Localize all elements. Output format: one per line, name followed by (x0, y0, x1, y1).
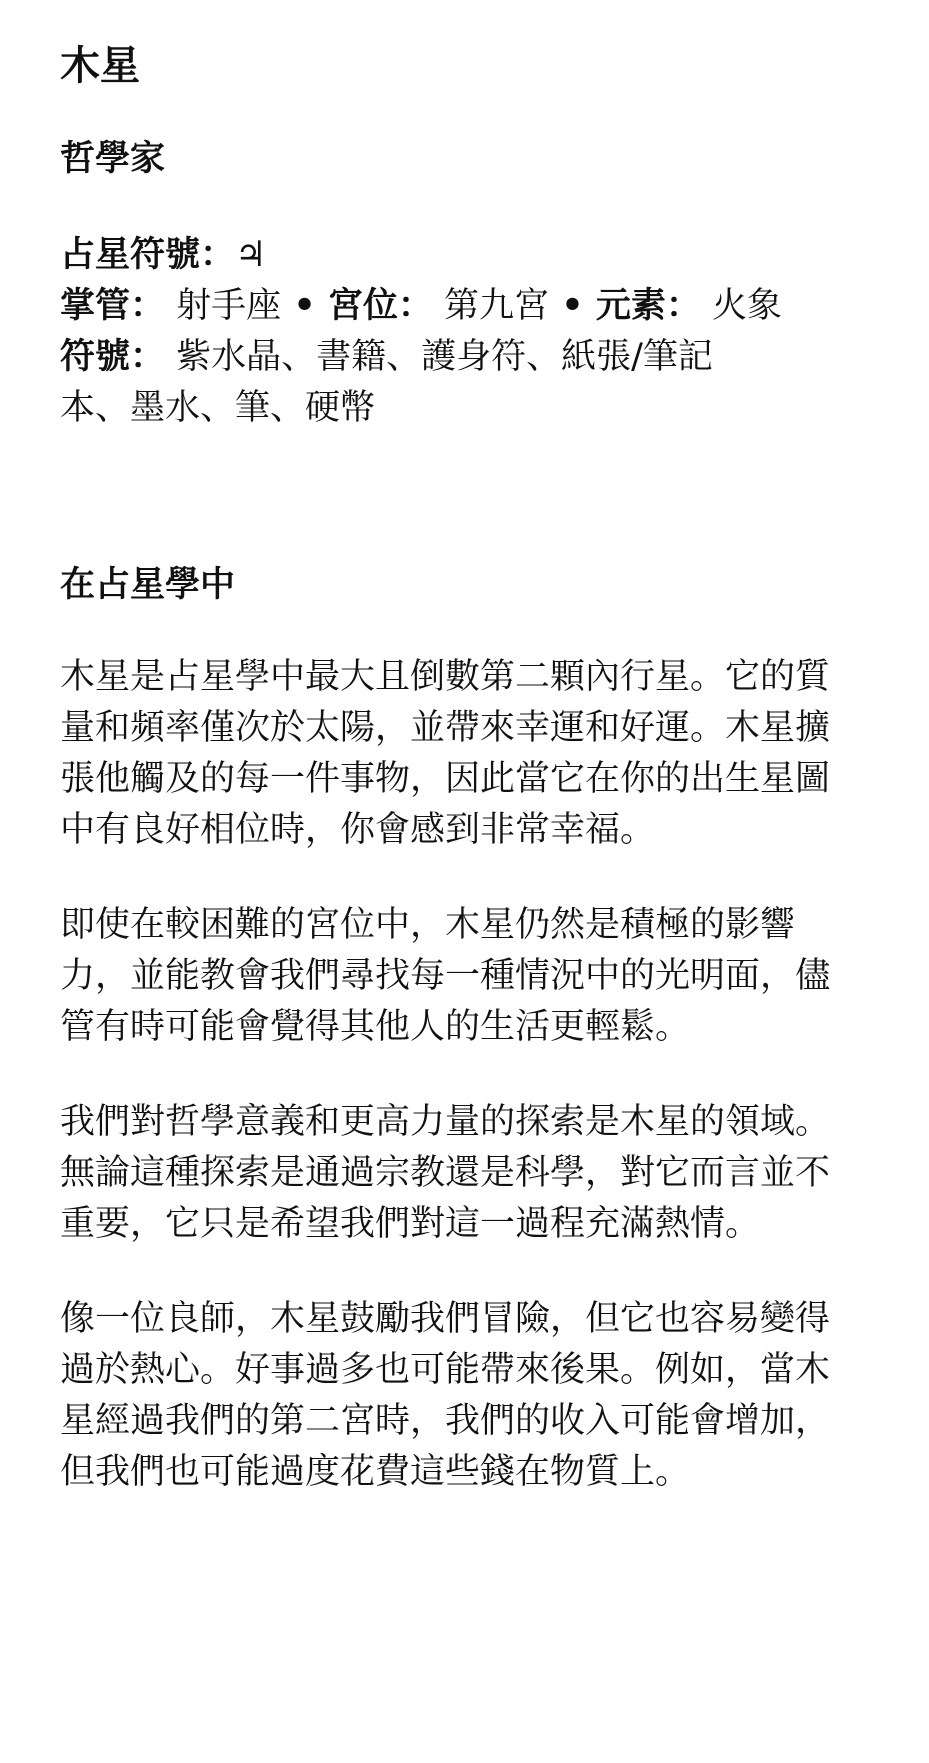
jupiter-glyph-icon: ♃ (235, 235, 267, 275)
symbols-line (60, 332, 720, 434)
planet-archetype: 哲學家 (60, 139, 166, 179)
paragraph: 我們對哲學意義和更高力量的探索是木星的領域。無論這種探索是通過宗教還是科學，對它而言並不重要，它只是希望我們對這一過程充滿熱情。 (60, 1102, 831, 1244)
paragraph: 木星是占星學中最大且倒數第二顆內行星。它的質量和頻率僅次於太陽，並帶來幸運和好運。木星擴張他觸及的每一件事物，因此當它在你的出生星圖中有良好相位時，你會感到非常幸福。 (60, 657, 831, 850)
house-label: 宮位： (327, 286, 433, 326)
separator-dot: • (549, 286, 596, 326)
rules-line (60, 281, 869, 332)
symbol-label: 占星符號： (60, 235, 236, 275)
paragraph: 即使在較困難的宮位中，木星仍然是積極的影響力，並能教會我們尋找每一種情況中的光明面，儘管有時可能會覺得其他人的生活更輕鬆。 (60, 905, 831, 1047)
element-label: 元素： (595, 286, 701, 326)
section-heading: 在占星學中 (60, 565, 236, 605)
symbols-label: 符號： (60, 337, 166, 377)
rules-value: 射手座 (165, 286, 282, 326)
symbols-value: 紫水晶、書籍、護身符、紙張/筆記本、墨水、筆、硬幣 (60, 337, 713, 428)
element-value: 火象 (700, 286, 782, 326)
planet-title: 木星 (60, 43, 140, 89)
planet-meta (60, 230, 869, 434)
house-value: 第九宮 (432, 286, 550, 326)
symbol-line (60, 230, 869, 281)
separator-dot: • (281, 286, 328, 326)
rules-label: 掌管： (60, 286, 166, 326)
paragraph: 像一位良師，木星鼓勵我們冒險，但它也容易變得過於熱心。好事過多也可能帶來後果。例如，當木星經過我們的第二宮時，我們的收入可能會增加，但我們也可能過度花費這些錢在物質上。 (60, 1299, 831, 1492)
